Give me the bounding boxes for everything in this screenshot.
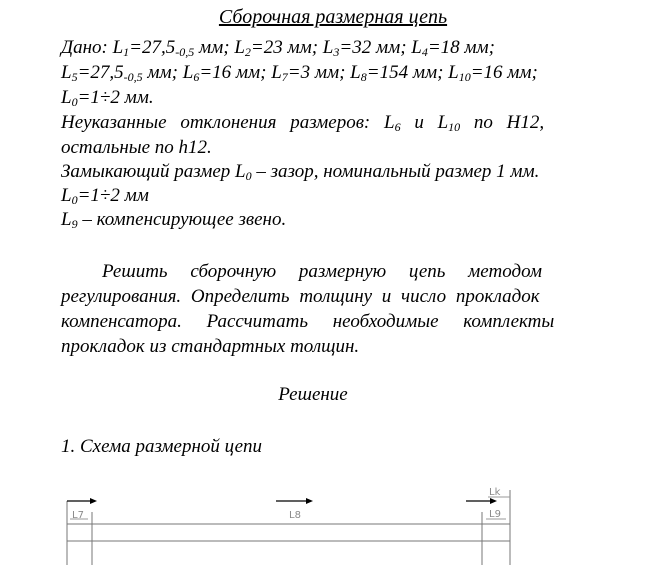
label-l8: L8 [289,510,301,521]
arrow-l9-head [490,498,497,504]
solution-heading: Решение [278,384,348,405]
given-line-2: $L_5=27,5_{-0,5}$ мм; $L_6=16$ мм; $L_7=3$ мм; $L_8=154$ мм; $L_{10}=16$ мм; [61,62,538,84]
arrow-l8-head [306,498,313,504]
given-line-1: Дано: $L_1=27,5_{-0,5}$ мм; $L_2=23$ мм; $L_3=32$ мм; $L_4=18$ мм; [61,37,495,59]
given-line-7: $L_0=1\div 2$ мм [61,185,149,207]
task-line-1: Решить сборочную размерную цепь методом [102,261,542,282]
given-line-4: Неуказанные отклонения размеров: $L_6$ и $L_{10}$ по Н12, [61,112,545,134]
task-line-2: регулирования. Определить толщину и число прокладок [61,286,540,307]
label-lk: Lk [489,487,501,498]
arrow-l7-head [90,498,97,504]
task-line-4: прокладок из стандартных толщин. [61,336,360,357]
section-heading-1: 1. Схема размерной цепи [61,436,263,457]
given-line-6: Замыкающий размер $L_0$ – зазор, номинальный размер 1 мм. [61,161,540,183]
task-line-3: компенсатора. Рассчитать необходимые комплекты [61,311,555,332]
given-line-5: остальные по h12. [61,137,212,158]
document-title: Сборочная размерная цепь [218,6,448,28]
given-line-8: $L_9$ – компенсирующее звено. [61,209,287,231]
label-l9: L9 [489,509,501,520]
given-line-3: $L_0=1\div 2$ мм. [61,87,154,109]
label-l7: L7 [72,510,84,521]
